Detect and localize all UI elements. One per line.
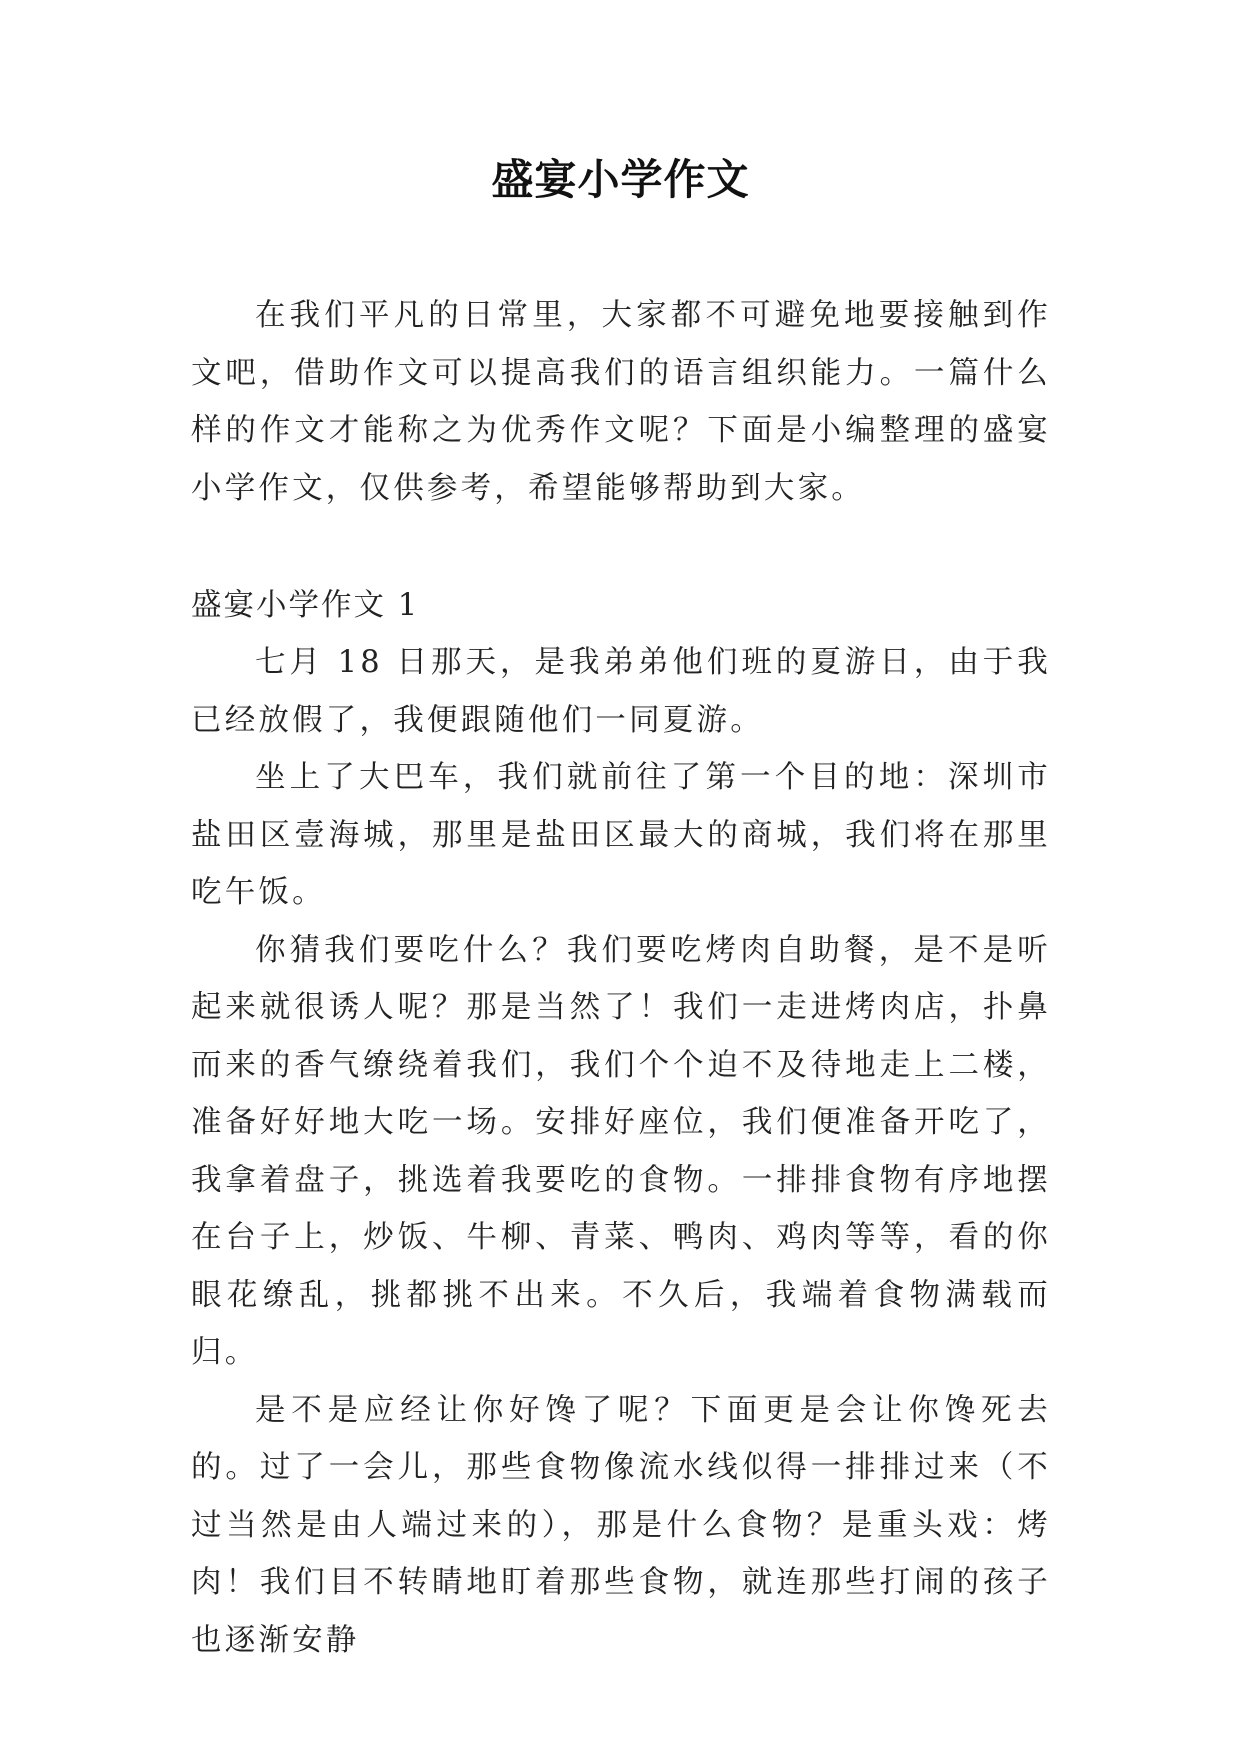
section-heading: 盛宴小学作文 1	[191, 588, 420, 623]
intro-paragraph: 在我们平凡的日常里，大家都不可避免地要接触到作文吧，借助作文可以提高我们的语言组织能力。一篇什么样的作文才能称之为优秀作文呢？下面是小编整理的盛宴小学作文，仅供参考，希望能够帮助到大家。	[191, 298, 1051, 506]
essay-paragraph: 是不是应经让你好馋了呢？下面更是会让你馋死去的。过了一会儿，那些食物像流水线似得一排排过来（不过当然是由人端过来的），那是什么食物？是重头戏：烤肉！我们目不转睛地盯着那些食物，就连那些打闹的孩子也逐渐安静	[191, 1392, 1051, 1658]
essay-body	[191, 634, 1051, 1669]
essay-paragraph: 坐上了大巴车，我们就前往了第一个目的地：深圳市盐田区壹海城，那里是盐田区最大的商城，我们将在那里吃午饭。	[191, 760, 1051, 910]
essay-paragraph: 你猜我们要吃什么？我们要吃烤肉自助餐，是不是听起来就很诱人呢？那是当然了！我们一走进烤肉店，扑鼻而来的香气缭绕着我们，我们个个迫不及待地走上二楼，准备好好地大吃一场。安排好座位，我们便准备开吃了，我拿着盘子，挑选着我要吃的食物。一排排食物有序地摆在台子上，炒饭、牛柳、青菜、鸭肉、鸡肉等等，看的你眼花缭乱，挑都挑不出来。不久后，我端着食物满载而归。	[191, 932, 1051, 1370]
essay-paragraph: 七月 18 日那天，是我弟弟他们班的夏游日，由于我已经放假了，我便跟随他们一同夏游。	[191, 645, 1051, 738]
document-title: 盛宴小学作文	[491, 155, 750, 204]
